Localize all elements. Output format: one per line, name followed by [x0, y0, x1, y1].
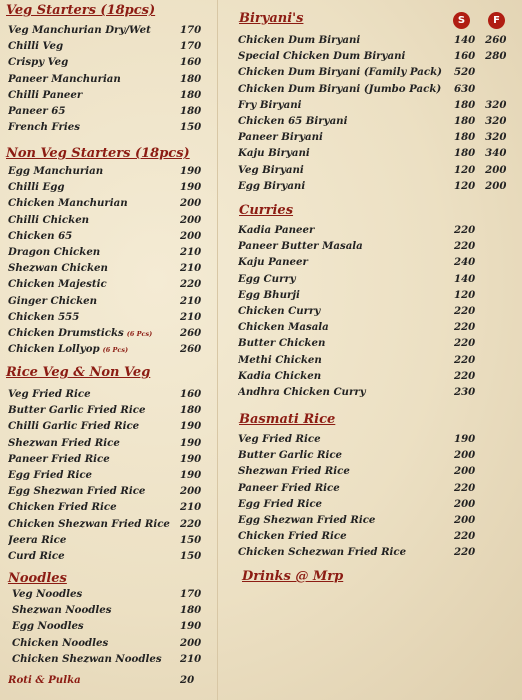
single-price: 180: [454, 131, 476, 144]
item-name: Kadia Paneer: [238, 224, 315, 236]
family-price: 320: [485, 131, 507, 144]
item-name: Fry Biryani: [238, 98, 302, 111]
veg-starters-list: [8, 24, 206, 137]
menu-item-row: [8, 89, 206, 105]
item-price: 170: [180, 40, 202, 53]
item-name: Paneer Biryani: [238, 131, 323, 144]
item-price: 220: [454, 224, 476, 236]
item-name: Jeera Rice: [8, 533, 67, 546]
item-name: Kaju Paneer: [238, 256, 308, 269]
menu-item-row: [8, 534, 206, 550]
single-price: 180: [454, 147, 476, 160]
item-name: Chilli Chicken: [8, 213, 90, 226]
item-price: 200: [454, 465, 476, 478]
menu-item-row: [12, 637, 206, 653]
item-price: 150: [180, 121, 202, 134]
item-name: Paneer Fried Rice: [8, 452, 110, 465]
item-price: 200: [180, 229, 202, 242]
item-price: 200: [180, 636, 202, 649]
rice-title: Rice Veg & Non Veg: [6, 365, 151, 380]
biryani-row: [238, 34, 520, 50]
item-name: Shezwan Chicken: [8, 262, 108, 275]
item-name: Ginger Chicken: [8, 294, 98, 307]
item-name: Andhra Chicken Curry: [238, 385, 366, 398]
item-price: 180: [180, 104, 202, 117]
item-name: Chicken Dum Biryani: [238, 34, 361, 46]
curries-title: Curries: [239, 203, 294, 218]
item-price: 170: [180, 24, 202, 36]
item-name: Crispy Veg: [8, 56, 69, 69]
menu-item-row: [8, 73, 206, 89]
menu-item-row: [8, 388, 206, 404]
item-name: Paneer Butter Masala: [238, 240, 363, 253]
item-name: Egg Shezwan Fried Rice: [238, 513, 376, 526]
menu-item-row: [238, 386, 520, 402]
non-veg-starters-list: [8, 165, 206, 359]
item-price: 210: [180, 652, 202, 665]
item-name: Chicken 65: [8, 229, 73, 242]
item-name: Chilli Egg: [8, 181, 65, 194]
menu-item-row: [238, 240, 520, 256]
curries-list: [238, 224, 520, 402]
menu-item-row: [8, 278, 206, 294]
menu-item-row: [8, 121, 206, 137]
menu-item-row: [238, 224, 520, 240]
biryani-row: [238, 131, 520, 147]
menu-item-row: [8, 485, 206, 501]
family-price: 200: [485, 179, 507, 192]
menu-item-row: [8, 469, 206, 485]
item-price: 220: [180, 278, 202, 291]
item-name: Egg Curry: [238, 272, 296, 285]
family-price: 280: [485, 50, 507, 63]
menu-item-row: [238, 498, 520, 514]
item-price: 180: [180, 404, 202, 417]
item-price: 210: [180, 310, 202, 323]
menu-item-row: [8, 501, 206, 517]
item-price: 150: [180, 549, 202, 562]
menu-item-row: [12, 653, 206, 669]
item-name: Shezwan Fried Rice: [238, 465, 350, 478]
item-price: 220: [454, 546, 476, 559]
roti-row: [8, 674, 206, 690]
biryani-list: [238, 34, 520, 196]
item-name: Chicken Curry: [238, 304, 321, 317]
item-price: 140: [454, 272, 476, 285]
drinks-title: Drinks @ Mrp: [242, 569, 344, 584]
item-name: French Fries: [8, 121, 80, 134]
menu-item-row: [238, 433, 520, 449]
item-price: 210: [180, 501, 202, 514]
item-name: Veg Fried Rice: [8, 388, 91, 400]
item-name: Chicken 555: [8, 310, 80, 323]
noodles-list: [12, 588, 206, 669]
item-name: Chicken Shezwan Noodles: [12, 652, 162, 665]
item-name: Egg Noodles: [12, 620, 84, 633]
item-price: 190: [180, 181, 202, 194]
item-price: 180: [180, 72, 202, 85]
menu-item-row: [238, 256, 520, 272]
item-price: 220: [454, 530, 476, 543]
item-name: Egg Bhurji: [238, 288, 300, 301]
menu-item-row: [8, 437, 206, 453]
item-name: Curd Rice: [8, 549, 65, 562]
item-name-text: Chicken Lollyop: [8, 343, 100, 356]
item-name: Veg Noodles: [12, 588, 83, 600]
item-price: 120: [454, 288, 476, 301]
menu-item-row: [8, 420, 206, 436]
item-name: Veg Manchurian Dry/Wet: [8, 24, 151, 36]
menu-item-row: [238, 482, 520, 498]
item-name: Veg Biryani: [238, 163, 304, 176]
noodles-title: Noodles: [8, 571, 67, 586]
single-price: 180: [454, 98, 476, 111]
menu-item-row: [8, 295, 206, 311]
biryani-row: [238, 66, 520, 82]
menu-item-row: [8, 197, 206, 213]
item-name: Chilli Veg: [8, 40, 64, 53]
menu-item-row: [8, 56, 206, 72]
item-name: Methi Chicken: [238, 353, 322, 366]
menu-item-row: [238, 289, 520, 305]
single-price: 180: [454, 114, 476, 127]
menu-item-row: [12, 588, 206, 604]
item-name: Egg Shezwan Fried Rice: [8, 485, 146, 498]
item-name: Chicken Noodles: [12, 636, 109, 649]
item-price: 190: [180, 620, 202, 633]
biryani-row: [238, 50, 520, 66]
menu-item-row: [8, 550, 206, 566]
item-name: Butter Chicken: [238, 337, 326, 350]
menu-item-row: [238, 465, 520, 481]
item-name: Shezwan Noodles: [12, 604, 112, 617]
menu-item-row: [8, 181, 206, 197]
item-price: 190: [180, 165, 202, 177]
menu-item-row: [8, 327, 206, 343]
item-name: Paneer Manchurian: [8, 72, 121, 85]
item-name: Egg Manchurian: [8, 165, 104, 177]
item-name: Egg Fried Rice: [8, 468, 93, 481]
single-price: 120: [454, 163, 476, 176]
family-price: 320: [485, 114, 507, 127]
menu-item-row: [8, 230, 206, 246]
item-name: [8, 327, 180, 339]
item-price: 220: [454, 481, 476, 494]
roti-name: Roti & Pulka: [8, 674, 81, 686]
menu-item-row: [238, 273, 520, 289]
single-price: 160: [454, 50, 476, 63]
item-price: 200: [454, 513, 476, 526]
single-price: 630: [454, 82, 476, 95]
item-name: Egg Biryani: [238, 179, 306, 192]
item-name: Chicken Fried Rice: [8, 501, 117, 514]
menu-item-row: [8, 24, 206, 40]
single-price: 520: [454, 66, 476, 79]
menu-item-row: [238, 370, 520, 386]
item-name: Paneer Fried Rice: [238, 481, 340, 494]
menu-item-row: [8, 404, 206, 420]
item-name-text: Chicken Drumsticks: [8, 326, 124, 339]
family-price: 320: [485, 98, 507, 111]
menu-item-row: [238, 530, 520, 546]
item-price: 200: [454, 497, 476, 510]
menu-item-row: [8, 343, 206, 359]
menu-item-row: [238, 449, 520, 465]
item-name: Chicken Majestic: [8, 278, 107, 291]
single-price: 140: [454, 34, 476, 46]
item-name: Chicken Manchurian: [8, 197, 128, 210]
biryani-row: [238, 99, 520, 115]
item-price: 190: [180, 436, 202, 449]
item-name: Kaju Biryani: [238, 147, 310, 160]
item-name: Chicken Dum Biryani (Jumbo Pack): [238, 82, 442, 95]
item-price: 150: [180, 533, 202, 546]
menu-item-row: [8, 105, 206, 121]
item-price: 210: [180, 245, 202, 258]
menu-item-row: [238, 305, 520, 321]
biryani-row: [238, 180, 520, 196]
item-price: 180: [180, 604, 202, 617]
item-name: Egg Fried Rice: [238, 497, 323, 510]
item-price: 220: [454, 321, 476, 334]
menu-item-row: [8, 453, 206, 469]
item-name: Special Chicken Dum Biryani: [238, 50, 406, 63]
basmati-title: Basmati Rice: [239, 412, 336, 427]
item-price: 200: [180, 213, 202, 226]
item-name: Chicken Shezwan Fried Rice: [8, 517, 170, 530]
rice-list: [8, 388, 206, 566]
menu-item-row: [238, 354, 520, 370]
item-price: 160: [180, 56, 202, 69]
item-price: 230: [454, 385, 476, 398]
item-name: Shezwan Fried Rice: [8, 436, 120, 449]
biryanis-title: Biryani's: [239, 11, 304, 26]
item-price: 260: [180, 326, 202, 339]
item-name: Chicken 65 Biryani: [238, 114, 348, 127]
single-badge: S: [453, 12, 470, 29]
item-price: 220: [454, 240, 476, 253]
menu-item-row: [8, 518, 206, 534]
item-name: Chicken Dum Biryani (Family Pack): [238, 66, 442, 79]
menu-item-row: [12, 604, 206, 620]
item-price: 190: [180, 420, 202, 433]
item-name: Butter Garlic Rice: [238, 449, 343, 462]
menu-item-row: [8, 311, 206, 327]
menu-item-row: [8, 262, 206, 278]
item-price: 260: [180, 343, 202, 356]
item-name: Chicken Fried Rice: [238, 530, 347, 543]
item-price: 220: [454, 304, 476, 317]
biryani-row: [238, 115, 520, 131]
item-price: 220: [454, 337, 476, 350]
menu-item-row: [12, 620, 206, 636]
non-veg-starters-title: Non Veg Starters (18pcs): [6, 146, 190, 161]
item-name: Chilli Paneer: [8, 88, 83, 101]
item-note: (6 Pcs): [102, 346, 129, 355]
menu-item-row: [238, 337, 520, 353]
menu-item-row: [238, 321, 520, 337]
item-price: 200: [180, 485, 202, 498]
menu-item-row: [8, 165, 206, 181]
item-price: 200: [454, 449, 476, 462]
biryani-row: [238, 164, 520, 180]
item-name: Paneer 65: [8, 104, 66, 117]
menu-item-row: [238, 514, 520, 530]
item-name: Dragon Chicken: [8, 245, 101, 258]
item-price: 240: [454, 256, 476, 269]
item-name: Chicken Schezwan Fried Rice: [238, 546, 407, 559]
item-price: 220: [180, 517, 202, 530]
item-name: [8, 343, 180, 355]
item-price: 170: [180, 588, 202, 600]
item-name: Chilli Garlic Fried Rice: [8, 420, 140, 433]
family-price: 200: [485, 163, 507, 176]
item-name: Butter Garlic Fried Rice: [8, 404, 146, 417]
item-price: 160: [180, 388, 202, 400]
roti-price: 20: [180, 674, 195, 686]
item-price: 220: [454, 353, 476, 366]
item-price: 190: [180, 452, 202, 465]
item-price: 210: [180, 262, 202, 275]
menu-item-row: [8, 40, 206, 56]
item-price: 200: [180, 197, 202, 210]
item-name: Veg Fried Rice: [238, 433, 321, 445]
single-price: 120: [454, 179, 476, 192]
item-name: Chicken Masala: [238, 321, 329, 334]
family-badge: F: [488, 12, 505, 29]
family-price: 260: [485, 34, 507, 46]
item-price: 190: [454, 433, 476, 445]
item-price: 190: [180, 468, 202, 481]
item-note: (6 Pcs): [126, 329, 153, 338]
column-divider: [217, 0, 218, 700]
biryani-row: [238, 147, 520, 163]
item-name: Kadia Chicken: [238, 369, 322, 382]
menu-item-row: [8, 246, 206, 262]
basmati-list: [238, 433, 520, 563]
veg-starters-title: Veg Starters (18pcs): [6, 3, 156, 18]
biryani-row: [238, 83, 520, 99]
menu-item-row: [8, 214, 206, 230]
item-price: 210: [180, 294, 202, 307]
item-price: 180: [180, 88, 202, 101]
menu-item-row: [238, 546, 520, 562]
family-price: 340: [485, 147, 507, 160]
item-price: 220: [454, 369, 476, 382]
